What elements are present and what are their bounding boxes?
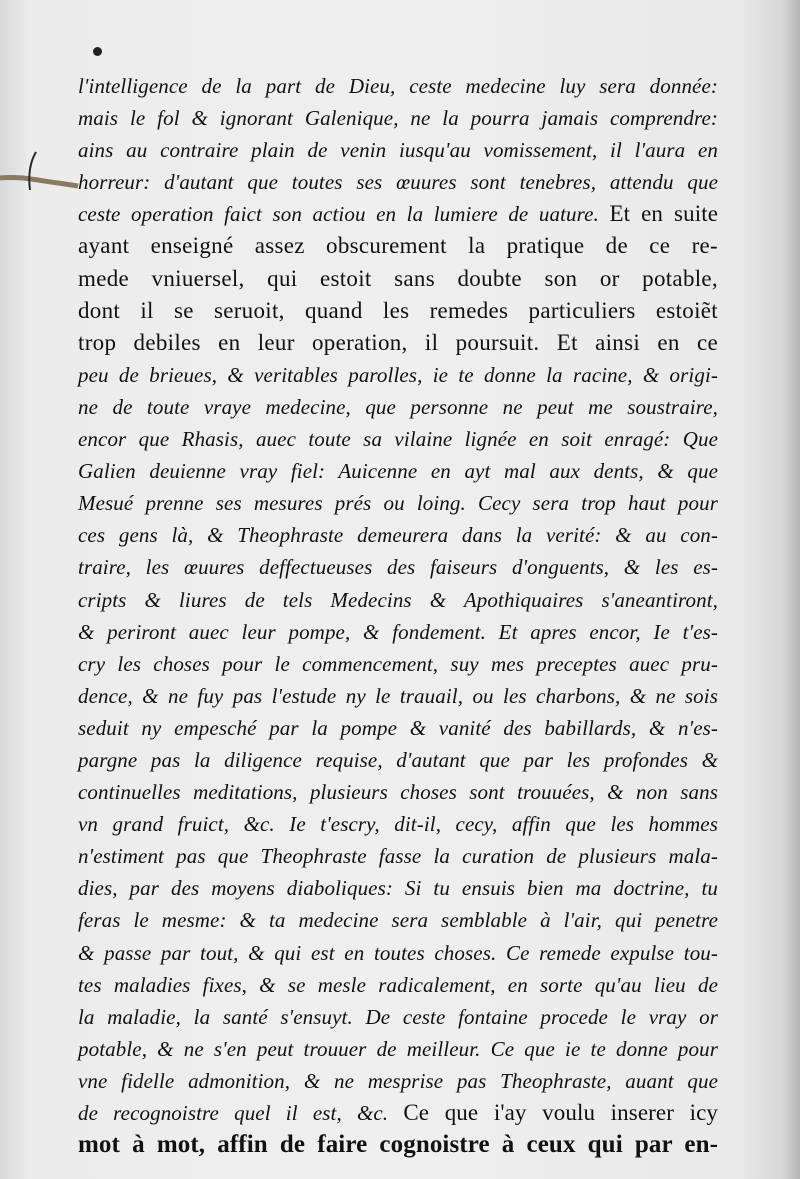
text-line [78,872,718,904]
text-line [78,1129,718,1161]
text-line [78,616,718,648]
text-line-tail: Et en suite [609,201,718,227]
text-line [78,230,718,262]
text-line [78,391,718,423]
text-line-main: cry les choses pour le commencement, suy mes preceptes auec pru- [78,651,718,676]
text-line [78,937,718,969]
text-line [78,70,718,102]
text-line-main: dies, par des moyens diaboliques: Si tu ensuis bien ma doctrine, tu [78,876,718,901]
text-line-main: trop debiles en leur operation, il poursuit. [78,329,540,355]
text-line-main: ne de toute vraye medecine, que personne ne peut me soustraire, [78,394,718,419]
text-line [78,519,718,551]
text-line [78,712,718,744]
text-line-main: dont il se seruoit, quand les remedes particuliers estoiẽt [78,297,718,323]
text-line [78,904,718,936]
text-line-main: tes maladies fixes, & se mesle radicalement, en sorte qu'au lieu de [78,972,718,997]
text-line [78,648,718,680]
page-marker-icon [0,150,80,200]
text-line-main: vn grand fruict, &c. Ie t'escry, dit-il, cecy, affin que les hommes [78,812,718,837]
text-line [78,295,718,327]
text-line-main: l'intelligence de la part de Dieu, ceste medecine luy sera donnée: [78,74,718,98]
text-line-main: de recognoistre quel il est, &c. [78,1101,389,1125]
body-text [78,70,718,1161]
text-line [78,455,718,487]
text-line-main: peu de brieues, & veritables parolles, ie te donne la racine, & origi- [78,362,718,387]
text-line-main: ains au contraire plain de venin iusqu'au vomissement, il l'aura en [78,138,718,163]
text-line-main: n'estiment pas que Theophraste fasse la curation de plusieurs mala- [78,844,718,869]
text-line-main: la maladie, la santé s'ensuyt. De ceste fontaine procede le vray or [78,1004,718,1029]
text-line [78,134,718,166]
text-line [78,744,718,776]
text-line [78,808,718,840]
text-line-tail: Ce que i'ay voulu inserer icy [403,1100,719,1125]
text-line-tail: Et ainsi en ce [556,329,718,355]
text-line [78,1065,718,1097]
text-line [78,487,718,519]
text-line [78,423,718,455]
text-line-main: horreur: d'autant que toutes ses œuures sont tenebres, attendu que [78,170,718,195]
text-line-main: cripts & liures de tels Medecins & Apothiquaires s'aneantiront, [78,587,718,612]
text-line-main: traire, les œuures deffectueuses des faiseurs d'onguents, & les es- [78,555,718,580]
text-line [78,263,718,295]
text-line [78,1001,718,1033]
text-line [78,551,718,583]
text-line [78,680,718,712]
text-line-main: vne fidelle admonition, & ne mesprise pas Theophraste, auant que [78,1068,718,1093]
text-line-main: mede vniuersel, qui estoit sans doubte son or potable, [78,265,718,291]
text-line [78,102,718,134]
ink-dot [93,47,102,56]
text-line-main: feras le mesme: & ta medecine sera semblable à l'air, qui penetre [78,908,718,933]
page-edge-shadow [782,0,800,1179]
text-line-main: continuelles meditations, plusieurs choses sont trouuées, & non sans [78,780,718,805]
text-line-main: potable, & ne s'en peut trouuer de meilleur. Ce que ie te donne pour [78,1036,718,1061]
text-line-main: seduit ny empesché par la pompe & vanité des babillards, & n'es- [78,715,718,740]
text-line-main: ces gens là, & Theophraste demeurera dans la verité: & au con- [78,523,718,548]
text-line [78,584,718,616]
text-line-main: mot à mot, affin de faire cognoistre à ceux qui par en- [78,1131,718,1159]
text-line-main: & periront auec leur pompe, & fondement. Et apres encor, Ie t'es- [78,619,718,644]
text-line-main: Galien deuienne vray fiel: Auicenne en ayt mal aux dents, & que [78,459,718,484]
text-line-main: ayant enseigné assez obscurement la pratique de ce re- [78,233,718,259]
text-line [78,1097,718,1129]
text-line-main: ceste operation faict son actiou en la lumiere de uature. [78,202,599,227]
text-line [78,776,718,808]
text-line [78,327,718,359]
text-line-main: pargne pas la diligence requise, d'autant que par les profondes & [78,747,718,772]
text-line-main: dence, & ne fuy pas l'estude ny le trauail, ou les charbons, & ne sois [78,683,718,708]
text-line-main: Mesué prenne ses mesures prés ou loing. Cecy sera trop haut pour [78,491,718,516]
text-line-main: encor que Rhasis, auec toute sa vilaine lignée en soit enragé: Que [78,427,718,452]
text-line-main: mais le fol & ignorant Galenique, ne la pourra jamais comprendre: [78,106,718,131]
text-line [78,1033,718,1065]
text-line [78,840,718,872]
text-line-main: & passe par tout, & qui est en toutes choses. Ce remede expulse tou- [78,940,718,965]
text-line [78,969,718,1001]
text-line [78,166,718,198]
text-line [78,359,718,391]
text-line [78,198,718,230]
